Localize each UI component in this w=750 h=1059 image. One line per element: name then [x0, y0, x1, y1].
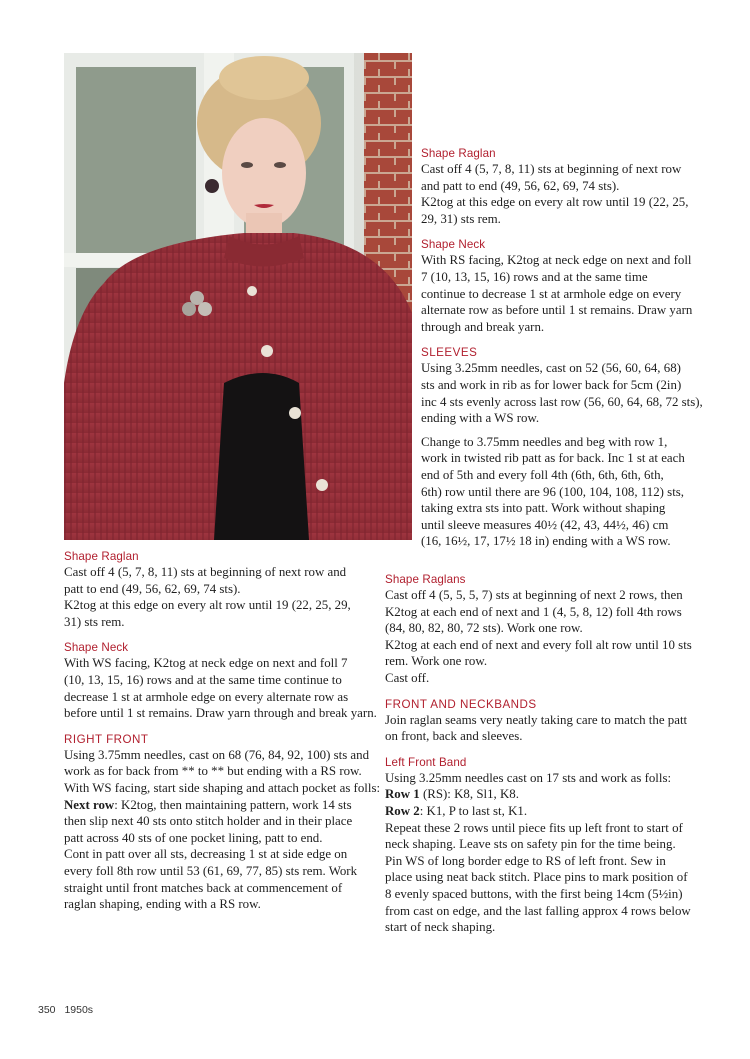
- text-line: work in twisted rib patt as for back. Inc 1 st at each: [421, 451, 685, 466]
- next-row-label: Next row: [64, 797, 115, 812]
- text-line: straight until front matches back at commencement of: [64, 880, 343, 895]
- text-line: place using neat back stitch. Place pins to mark position of: [385, 870, 688, 885]
- text-line: every foll 8th row until 53 (61, 69, 77, 85) sts rem. Work: [64, 863, 358, 878]
- text-line: Cast off 4 (5, 7, 8, 11) sts at beginning of next row: [421, 162, 682, 176]
- text-line: patt across 40 sts of one pocket lining, patt to end.: [64, 830, 323, 845]
- text-line: from cast on edge, and the last falling approx 4 rows below: [385, 903, 691, 918]
- text-line: 7 (10, 13, 15, 16) rows and at the same time: [421, 269, 648, 284]
- text-line: before until 1 st remains. Draw yarn through and break yarn.: [64, 706, 377, 721]
- heading-shape-neck: Shape Neck: [64, 641, 129, 655]
- row-2-text: : K1, P to last st, K1.: [419, 803, 528, 818]
- heading-shape-raglan: Shape Raglan: [421, 147, 496, 160]
- text-line: With RS facing, K2tog at neck edge on next and foll: [421, 253, 692, 268]
- text-line: 29, 31) sts rem.: [421, 211, 501, 226]
- heading-shape-neck: Shape Neck: [421, 238, 486, 252]
- text-line: taking extra sts into patt. Work without shaping: [421, 501, 666, 516]
- text-line: work as for back from ** to ** but ending with a RS row.: [64, 764, 362, 779]
- row-2-label: Row 2: [385, 803, 420, 818]
- section-front-and-neckbands: [385, 697, 715, 745]
- model-photo: [64, 53, 412, 540]
- text-line: end of 5th and every foll 4th (6th, 6th, 6th, 6th,: [421, 467, 664, 482]
- heading-left-front-band: Left Front Band: [385, 755, 467, 769]
- row-1-text: (RS): K8, Sl1, K8.: [419, 787, 519, 802]
- text-line: decrease 1 st at armhole edge on every alternate row as: [64, 689, 349, 704]
- text-line: sts and work in rib as for lower back for 5cm (2in): [421, 377, 682, 392]
- text-line: (10, 13, 15, 16) rows and at the same time continue to: [64, 672, 342, 687]
- text-line: [64, 797, 369, 814]
- section-right-front: [64, 732, 381, 913]
- text-line: Using 3.25mm needles cast on 17 sts and work as folls:: [385, 770, 672, 785]
- heading-shape-raglan: Shape Raglan: [64, 550, 139, 563]
- text-line: and patt to end (49, 56, 62, 69, 74 sts).: [421, 178, 620, 193]
- section-shape-raglans: [385, 572, 715, 687]
- heading-sleeves: SLEEVES: [421, 346, 478, 360]
- text-line: Cont in patt over all sts, decreasing 1 st at side edge on: [64, 847, 348, 862]
- paragraph: [421, 434, 716, 550]
- column-top-right: [421, 146, 716, 560]
- row-1-label: Row 1: [385, 787, 420, 802]
- heading-right-front: RIGHT FRONT: [64, 732, 149, 746]
- column-right: [385, 572, 715, 946]
- text-line: Cast off 4 (5, 5, 5, 7) sts at beginning of next 2 rows, then: [385, 588, 683, 602]
- text-line: Cast off.: [385, 670, 430, 685]
- text-line: neck shaping. Leave sts on safety pin for the time being.: [385, 837, 676, 852]
- text-line: 31) sts rem.: [64, 614, 125, 629]
- text-line: K2tog at each end of next and 1 (4, 5, 8, 12) foll 4th rows: [385, 604, 682, 619]
- text-line: Using 3.25mm needles, cast on 52 (56, 60, 64, 68): [421, 361, 681, 376]
- text-line: inc 4 sts evenly across last row (56, 60, 64, 68, 72 sts),: [421, 394, 703, 409]
- photo-illustration: [64, 53, 412, 540]
- text-line: Cast off 4 (5, 7, 8, 11) sts at beginning of next row and: [64, 565, 347, 579]
- text-line: alternate row as before until 1 st remains. Draw yarn: [421, 303, 693, 318]
- text-line: rem. Work one row.: [385, 654, 488, 669]
- text-line: through and break yarn.: [421, 319, 545, 334]
- text-line: K2tog at this edge on every alt row until 19 (22, 25,: [421, 195, 689, 210]
- text-line: start of neck shaping.: [385, 920, 496, 935]
- text-line: (84, 80, 82, 80, 72 sts). Work one row.: [385, 621, 583, 636]
- text-line: With WS facing, K2tog at neck edge on next and foll 7: [64, 656, 348, 671]
- heading-shape-raglans: Shape Raglans: [385, 573, 466, 586]
- text-line: ending with a WS row.: [421, 411, 540, 426]
- text-line: (16, 16½, 17, 17½ 18 in) ending with a WS row.: [421, 534, 671, 549]
- section-sleeves: [421, 345, 716, 550]
- text-line: Repeat these 2 rows until piece fits up left front to start of: [385, 820, 683, 835]
- section-name: 1950s: [64, 1004, 94, 1016]
- text-line: K2tog at each end of next and every foll alt row until 10 sts: [385, 637, 692, 652]
- next-row-text: : K2tog, then maintaining pattern, work 14 sts: [114, 797, 352, 812]
- text-line: [385, 803, 715, 820]
- text-line: on front, back and sleeves.: [385, 729, 523, 744]
- text-line: With WS facing, start side shaping and attach pocket as folls:: [64, 780, 381, 795]
- text-line: Change to 3.75mm needles and beg with row 1,: [421, 434, 668, 449]
- page-footer: [38, 1004, 99, 1016]
- text-line: raglan shaping, ending with a RS row.: [64, 897, 261, 912]
- section-shape-neck-front: [64, 640, 377, 721]
- text-line: continue to decrease 1 st at armhole edge on every: [421, 286, 682, 301]
- text-line: [385, 786, 715, 803]
- paragraph: [421, 360, 716, 426]
- text-line: 6th) row until there are 96 (100, 104, 108, 112) sts,: [421, 484, 685, 499]
- text-line: until sleeve measures 40½ (42, 43, 44½, 46) cm: [421, 517, 669, 532]
- text-line: then slip next 40 sts onto stitch holder and in their place: [64, 814, 353, 829]
- text-line: 8 evenly spaced buttons, with the first being 14cm (5½in): [385, 886, 683, 901]
- text-line: Pin WS of long border edge to RS of left front. Sew in: [385, 853, 666, 868]
- text-line: K2tog at this edge on every alt row until 19 (22, 25, 29,: [64, 598, 351, 613]
- section-left-front-band: [385, 755, 715, 936]
- section-shape-raglan-back: [421, 146, 716, 227]
- text-line: Join raglan seams very neatly taking care to match the patt: [385, 712, 688, 727]
- column-left: [64, 549, 381, 923]
- text-line: patt to end (49, 56, 62, 69, 74 sts).: [64, 581, 241, 596]
- text-line: Using 3.75mm needles, cast on 68 (76, 84, 92, 100) sts and: [64, 747, 370, 762]
- heading-front-and-neckbands: FRONT AND NECKBANDS: [385, 697, 537, 711]
- page-number: 350: [38, 1004, 56, 1016]
- section-shape-neck-back: [421, 237, 716, 335]
- section-shape-raglan-front: [64, 549, 369, 630]
